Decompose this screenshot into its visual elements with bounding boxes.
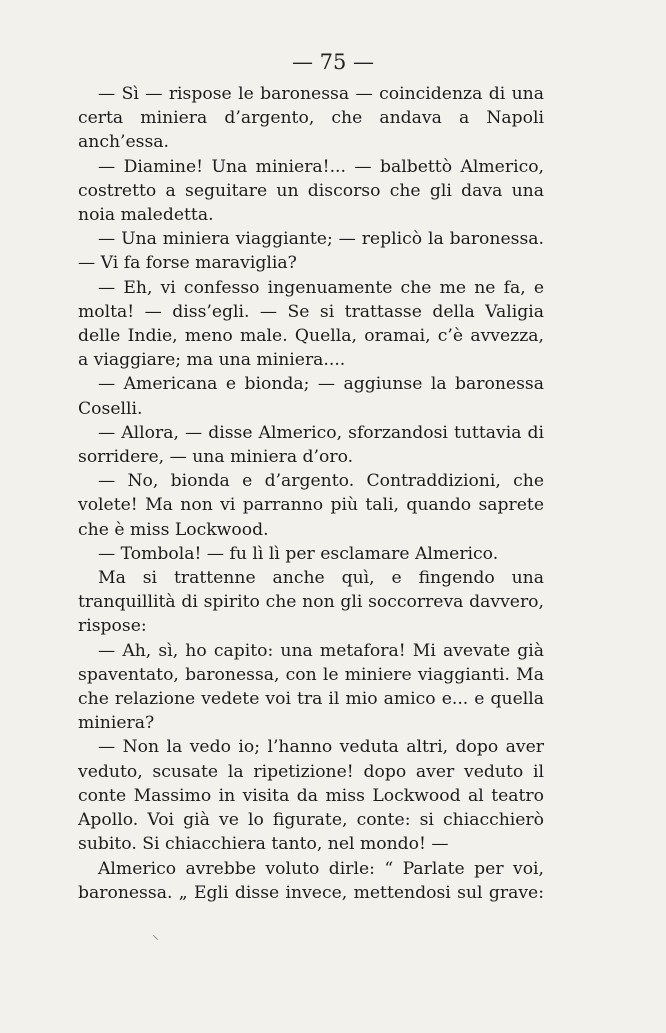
page-body: [78, 82, 544, 905]
paragraph: — Una miniera viaggiante; — replicò la baronessa. — Vi fa forse maraviglia?: [78, 229, 544, 274]
paragraph: — Non la vedo io; l’hanno veduta altri, dopo aver veduto, scusate la ripetizione! dopo aver veduto il conte Massimo in visita da miss Lockwood al teatro Apollo. Voi già ve lo figurate, conte: si chiacchierò subito. Si chiacchiera tanto, nel mondo! —: [78, 737, 544, 855]
paragraph: — Ah, sì, ho capito: una metafora! Mi avevate già spaventato, baronessa, con le miniere viaggianti. Ma che relazione vedete voi tra il mio amico e... e quella miniera?: [78, 640, 544, 734]
paragraph: Ma si trattenne anche quì, e fingendo una tranquillità di spirito che non gli soccorreva davvero, rispose:: [78, 568, 544, 637]
paragraph: Almerico avrebbe voluto dirle: “ Parlate per voi, baronessa. „ Egli disse invece, mettendosi sul grave:: [78, 858, 544, 903]
paragraph: — Diamine! Una miniera!... — balbettò Almerico, costretto a seguitare un discorso che gli dava una noia maledetta.: [78, 156, 544, 226]
ink-smudge-icon: ⸜: [152, 927, 159, 943]
paragraph: — Americana e bionda; — aggiunse la baronessa Coselli.: [78, 374, 544, 419]
page-number: — 75 —: [291, 50, 375, 74]
paragraph: — No, bionda e d’argento. Contraddizioni, che volete! Ma non vi parranno più tali, quando saprete che è miss Lockwood.: [78, 471, 544, 540]
paragraph: — Tombola! — fu lì lì per esclamare Almerico.: [98, 543, 499, 564]
paragraph: — Eh, vi confesso ingenuamente che me ne fa, e molta! — diss’egli. — Se si trattasse della Valigia delle Indie, meno male. Quella, oramai, c’è avvezza, a viaggiare; ma una miniera....: [78, 277, 544, 371]
paragraph: — Sì — rispose le baronessa — coincidenza di una certa miniera d’argento, che andava a Napoli anch’essa.: [78, 84, 544, 153]
paragraph: — Allora, — disse Almerico, sforzandosi tuttavia di sorridere, — una miniera d’oro.: [78, 422, 544, 468]
